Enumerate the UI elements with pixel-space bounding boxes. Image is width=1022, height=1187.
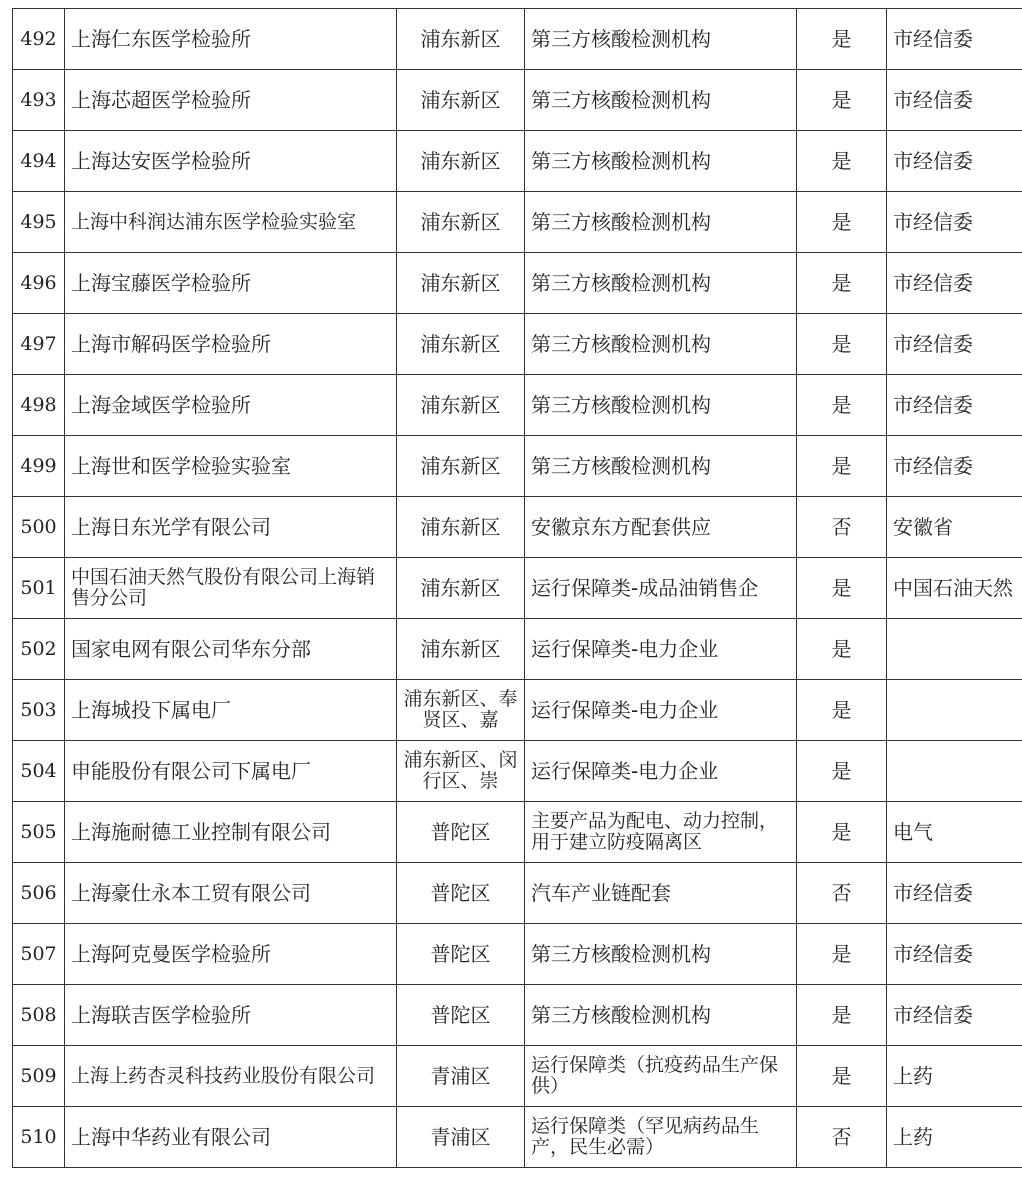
- category: 第三方核酸检测机构: [525, 436, 797, 497]
- district: 浦东新区: [397, 314, 525, 375]
- responsible-dept: [887, 619, 1022, 680]
- row-number: 501: [13, 558, 65, 619]
- company-name: 上海中科润达浦东医学检验实验室: [65, 192, 397, 253]
- responsible-dept: 电气: [887, 802, 1022, 863]
- table-row: [13, 497, 1022, 558]
- category: 第三方核酸检测机构: [525, 192, 797, 253]
- responsible-dept: 市经信委: [887, 924, 1022, 985]
- yes-no-flag: 是: [797, 436, 887, 497]
- category: 运行保障类-电力企业: [525, 680, 797, 741]
- responsible-dept: 市经信委: [887, 436, 1022, 497]
- enterprise-table: [12, 8, 1022, 1168]
- row-number: 493: [13, 70, 65, 131]
- company-name: 上海仁东医学检验所: [65, 9, 397, 70]
- company-name: 上海达安医学检验所: [65, 131, 397, 192]
- row-number: 498: [13, 375, 65, 436]
- district: 浦东新区: [397, 436, 525, 497]
- district: 浦东新区: [397, 131, 525, 192]
- row-number: 497: [13, 314, 65, 375]
- yes-no-flag: 是: [797, 192, 887, 253]
- responsible-dept: 市经信委: [887, 192, 1022, 253]
- district: 浦东新区、闵行区、崇: [397, 741, 525, 802]
- company-name: 上海城投下属电厂: [65, 680, 397, 741]
- table-row: [13, 1107, 1022, 1168]
- yes-no-flag: 是: [797, 680, 887, 741]
- company-name: 上海中华药业有限公司: [65, 1107, 397, 1168]
- yes-no-flag: 否: [797, 863, 887, 924]
- district: 普陀区: [397, 924, 525, 985]
- responsible-dept: [887, 680, 1022, 741]
- yes-no-flag: 是: [797, 131, 887, 192]
- district: 浦东新区: [397, 497, 525, 558]
- row-number: 509: [13, 1046, 65, 1107]
- table-row: [13, 70, 1022, 131]
- responsible-dept: [887, 741, 1022, 802]
- row-number: 510: [13, 1107, 65, 1168]
- company-name: 国家电网有限公司华东分部: [65, 619, 397, 680]
- table-row: [13, 131, 1022, 192]
- yes-no-flag: 是: [797, 802, 887, 863]
- row-number: 507: [13, 924, 65, 985]
- category: 第三方核酸检测机构: [525, 131, 797, 192]
- row-number: 492: [13, 9, 65, 70]
- yes-no-flag: 是: [797, 314, 887, 375]
- district: 浦东新区、奉贤区、嘉: [397, 680, 525, 741]
- company-name: 上海阿克曼医学检验所: [65, 924, 397, 985]
- row-number: 505: [13, 802, 65, 863]
- table-row: [13, 680, 1022, 741]
- table-row: [13, 741, 1022, 802]
- table-row: [13, 1046, 1022, 1107]
- row-number: 504: [13, 741, 65, 802]
- category: 运行保障类（罕见病药品生产，民生必需）: [525, 1107, 797, 1168]
- company-name: 上海施耐德工业控制有限公司: [65, 802, 397, 863]
- table-row: [13, 192, 1022, 253]
- district: 浦东新区: [397, 558, 525, 619]
- district: 青浦区: [397, 1046, 525, 1107]
- table-row: [13, 9, 1022, 70]
- yes-no-flag: 否: [797, 497, 887, 558]
- enterprise-list-sheet: [12, 8, 1022, 1168]
- company-name: 上海宝藤医学检验所: [65, 253, 397, 314]
- responsible-dept: 上药: [887, 1107, 1022, 1168]
- yes-no-flag: 是: [797, 70, 887, 131]
- responsible-dept: 市经信委: [887, 314, 1022, 375]
- table-row: [13, 863, 1022, 924]
- company-name: 上海世和医学检验实验室: [65, 436, 397, 497]
- table-row: [13, 924, 1022, 985]
- district: 浦东新区: [397, 375, 525, 436]
- row-number: 506: [13, 863, 65, 924]
- row-number: 499: [13, 436, 65, 497]
- responsible-dept: 安徽省: [887, 497, 1022, 558]
- yes-no-flag: 是: [797, 924, 887, 985]
- district: 浦东新区: [397, 9, 525, 70]
- company-name: 上海日东光学有限公司: [65, 497, 397, 558]
- district: 浦东新区: [397, 253, 525, 314]
- category: 运行保障类-电力企业: [525, 741, 797, 802]
- category: 第三方核酸检测机构: [525, 253, 797, 314]
- row-number: 495: [13, 192, 65, 253]
- category: 第三方核酸检测机构: [525, 985, 797, 1046]
- category: 运行保障类-成品油销售企: [525, 558, 797, 619]
- district: 普陀区: [397, 802, 525, 863]
- company-name: 申能股份有限公司下属电厂: [65, 741, 397, 802]
- row-number: 494: [13, 131, 65, 192]
- table-row: [13, 985, 1022, 1046]
- company-name: 上海联吉医学检验所: [65, 985, 397, 1046]
- district: 青浦区: [397, 1107, 525, 1168]
- yes-no-flag: 否: [797, 1107, 887, 1168]
- table-row: [13, 314, 1022, 375]
- responsible-dept: 中国石油天然: [887, 558, 1022, 619]
- table-row: [13, 436, 1022, 497]
- yes-no-flag: 是: [797, 985, 887, 1046]
- table-row: [13, 375, 1022, 436]
- category: 主要产品为配电、动力控制，用于建立防疫隔离区: [525, 802, 797, 863]
- company-name: 上海豪仕永本工贸有限公司: [65, 863, 397, 924]
- district: 普陀区: [397, 863, 525, 924]
- district: 浦东新区: [397, 619, 525, 680]
- district: 浦东新区: [397, 70, 525, 131]
- responsible-dept: 市经信委: [887, 9, 1022, 70]
- table-row: [13, 619, 1022, 680]
- responsible-dept: 市经信委: [887, 375, 1022, 436]
- table-row: [13, 802, 1022, 863]
- category: 运行保障类（抗疫药品生产保供）: [525, 1046, 797, 1107]
- district: 浦东新区: [397, 192, 525, 253]
- responsible-dept: 上药: [887, 1046, 1022, 1107]
- category: 第三方核酸检测机构: [525, 70, 797, 131]
- company-name: 上海金域医学检验所: [65, 375, 397, 436]
- yes-no-flag: 是: [797, 375, 887, 436]
- yes-no-flag: 是: [797, 558, 887, 619]
- company-name: 上海市解码医学检验所: [65, 314, 397, 375]
- responsible-dept: 市经信委: [887, 70, 1022, 131]
- category: 第三方核酸检测机构: [525, 9, 797, 70]
- company-name: 中国石油天然气股份有限公司上海销售分公司: [65, 558, 397, 619]
- row-number: 500: [13, 497, 65, 558]
- company-name: 上海芯超医学检验所: [65, 70, 397, 131]
- responsible-dept: 市经信委: [887, 985, 1022, 1046]
- responsible-dept: 市经信委: [887, 863, 1022, 924]
- category: 第三方核酸检测机构: [525, 314, 797, 375]
- row-number: 502: [13, 619, 65, 680]
- company-name: 上海上药杏灵科技药业股份有限公司: [65, 1046, 397, 1107]
- row-number: 508: [13, 985, 65, 1046]
- responsible-dept: 市经信委: [887, 253, 1022, 314]
- yes-no-flag: 是: [797, 619, 887, 680]
- category: 汽车产业链配套: [525, 863, 797, 924]
- category: 第三方核酸检测机构: [525, 375, 797, 436]
- yes-no-flag: 是: [797, 1046, 887, 1107]
- category: 第三方核酸检测机构: [525, 924, 797, 985]
- row-number: 503: [13, 680, 65, 741]
- yes-no-flag: 是: [797, 9, 887, 70]
- table-row: [13, 558, 1022, 619]
- table-row: [13, 253, 1022, 314]
- category: 安徽京东方配套供应: [525, 497, 797, 558]
- responsible-dept: 市经信委: [887, 131, 1022, 192]
- enterprise-table-body: [13, 9, 1022, 1168]
- district: 普陀区: [397, 985, 525, 1046]
- category: 运行保障类-电力企业: [525, 619, 797, 680]
- yes-no-flag: 是: [797, 741, 887, 802]
- yes-no-flag: 是: [797, 253, 887, 314]
- row-number: 496: [13, 253, 65, 314]
